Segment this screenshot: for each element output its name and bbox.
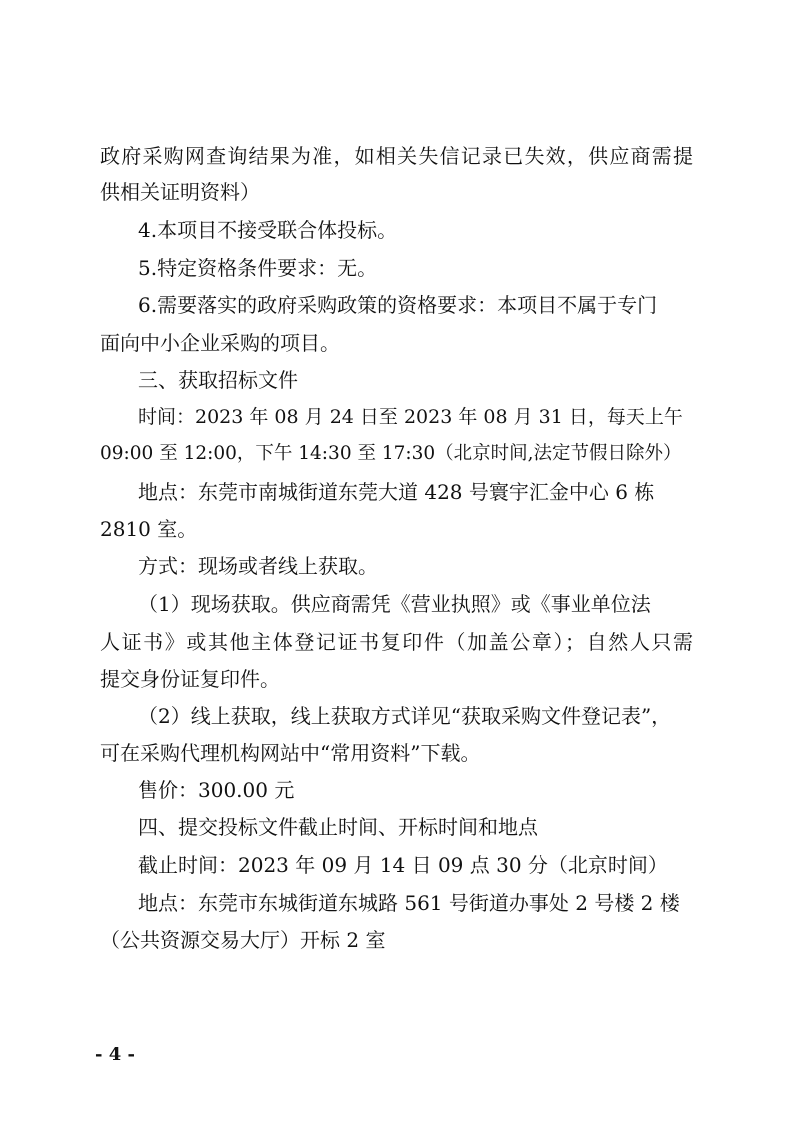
text-line: （2）线上获取，线上获取方式详见“获取采购文件登记表”， [138,704,672,728]
paragraph-line [0,698,793,734]
paragraph-line [0,885,793,921]
paragraph-line [0,922,793,958]
paragraph-line [0,325,793,361]
text-line: 方式：现场或者线上获取。 [138,554,378,578]
paragraph-line [0,287,793,323]
section-heading [0,809,793,845]
text-line: 2810 室。 [100,517,198,541]
text-line: 截止时间：2023 年 09 月 14 日 09 点 30 分（北京时间） [138,853,668,877]
text-line: （公共资源交易大厅）开标 2 室 [100,928,386,952]
text-line: 09:00 至 12:00，下午 14:30 至 17:30（北京时间,法定节假日除外） [100,443,682,464]
paragraph-line [0,138,793,174]
text-line: 4.本项目不接受联合体投标。 [138,218,398,242]
paragraph-line [0,174,793,210]
paragraph-line [0,474,793,510]
paragraph-line [0,735,793,771]
text-line: 6.需要落实的政府采购政策的资格要求：本项目不属于专门 [138,293,658,317]
text-line: 地点：东莞市南城街道东莞大道 428 号寰宇汇金中心 6 栋 [138,480,655,504]
paragraph-line [0,436,793,472]
text-line: 政府采购网查询结果为准，如相关失信记录已失效，供应商需提 [100,144,693,168]
text-line: 地点：东莞市东城街道东城路 561 号街道办事处 2 号楼 2 楼 [138,891,680,915]
text-line: 供相关证明资料） [100,180,260,204]
section-heading [0,362,793,398]
text-line: 可在采购代理机构网站中“常用资料”下载。 [100,741,481,765]
paragraph-line [0,586,793,622]
text-line: 人证书》或其他主体登记证书复印件（加盖公章）；自然人只需 [100,630,693,654]
paragraph-line [0,548,793,584]
paragraph-line [0,511,793,547]
paragraph-line [0,624,793,660]
heading-text: 四、提交投标文件截止时间、开标时间和地点 [138,815,538,839]
paragraph-line [0,847,793,883]
text-line: 时间：2023 年 08 月 24 日至 2023 年 08 月 31 日，每天上午 [138,406,683,428]
text-line: 提交身份证复印件。 [100,667,280,691]
text-line: 5.特定资格条件要求：无。 [138,256,378,280]
page-number: - 4 - [95,1044,135,1065]
paragraph-line [0,212,793,248]
heading-text: 三、获取招标文件 [138,368,298,392]
paragraph-line [0,250,793,286]
text-line: 面向中小企业采购的项目。 [100,331,340,355]
paragraph-line [0,772,793,808]
paragraph-line [0,399,793,435]
text-line: （1）现场获取。供应商需凭《营业执照》或《事业单位法 [138,592,651,616]
text-line: 售价：300.00 元 [138,778,295,802]
paragraph-line [0,661,793,697]
